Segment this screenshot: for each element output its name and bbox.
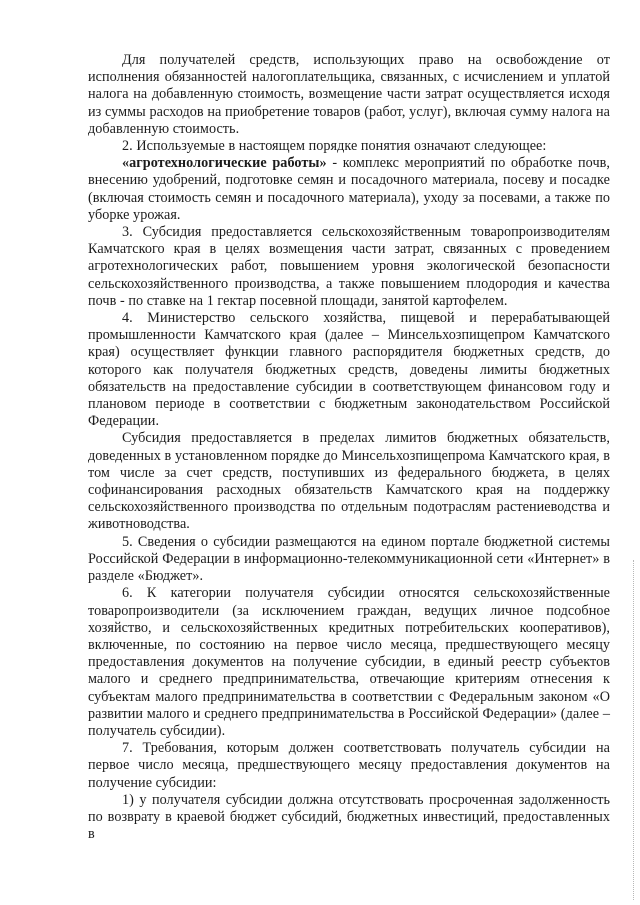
paragraph-section-4: 4. Министерство сельского хозяйства, пищевой и перерабатывающей промышленности Камчатского края (далее – Минсельхозпищепром Камчатского края) осуществляет функции главного распорядителя бюджетных средств, до которого как получателя бюджетных средств, доведены лимиты бюджетных обязательств на предоставление субсидии в соответствующем финансовом году и плановом периоде в соответствии с бюджетным законодательством Российской Федерации. — [88, 310, 610, 430]
paragraph-section-3: 3. Субсидия предоставляется сельскохозяйственным товаропроизводителям Камчатского края в целях возмещения части затрат, связанных с проведением агротехнологических работ, повышением уровня экологической безопасности сельскохозяйственного производства, а также повышением плодородия и качества почв - по ставке на 1 гектар посевной площади, занятой картофелем. — [88, 224, 610, 309]
paragraph-section-2: 2. Используемые в настоящем порядке понятия означают следующее: — [122, 138, 547, 155]
defined-term: «агротехнологические работы» — [122, 155, 327, 172]
paragraph-section-7: 7. Требования, которым должен соответствовать получатель субсидии на первое число месяца, предшествующего месяцу предоставления документов на получение субсидии: — [88, 740, 610, 791]
definition-text: - комплекс мероприятий по обработке почв, внесению удобрений, подготовке семян и посадочного материала, посеву и посадке (включая стоимость семян и посадочного материала), уходу за посевами, а также по уборке урожая. — [88, 155, 610, 223]
scan-edge-artifact — [633, 560, 638, 900]
document-body — [88, 52, 610, 843]
paragraph-definition — [88, 155, 610, 224]
paragraph-requirement-1: 1) у получателя субсидии должна отсутствовать просроченная задолженность по возврату в краевой бюджет субсидий, бюджетных инвестиций, предоставленных в — [88, 791, 610, 843]
paragraph-section-5: 5. Сведения о субсидии размещаются на едином портале бюджетной системы Российской Федерации в информационно-телекоммуникационной сети «Интернет» в разделе «Бюджет». — [88, 533, 610, 585]
paragraph-vat-exemption: Для получателей средств, использующих право на освобождение от исполнения обязанностей налогоплательщика, связанных, с исчислением и уплатой налога на добавленную стоимость, возмещение части затрат осуществляется исходя из суммы расходов на приобретение товаров (работ, услуг), включая сумму налога на добавленную стоимость. — [88, 52, 610, 137]
paragraph-section-6: 6. К категории получателя субсидии относятся сельскохозяйственные товаропроизводители (за исключением граждан, ведущих личное подсобное хозяйство, и сельскохозяйственных кредитных потребительских кооперативов), включенные, по состоянию на первое число месяца, предшествующего месяцу предоставления документов на получение субсидии, в единый реестр субъектов малого и среднего предпринимательства, отвечающие критериям отнесения к субъектам малого предпринимательства в соответствии с Федеральным законом «О развитии малого и среднего предпринимательства в Российской Федерации» (далее – получатель субсидии). — [88, 585, 610, 739]
paragraph-subsidy-limits: Субсидия предоставляется в пределах лимитов бюджетных обязательств, доведенных в установленном порядке до Минсельхозпищепрома Камчатского края, в том числе за счет средств, поступивших из федерального бюджета, в целях софинансирования расходных обязательств Камчатского края на поддержку сельскохозяйственного производства по отдельным подотраслям растениеводства и животноводства. — [88, 430, 610, 533]
